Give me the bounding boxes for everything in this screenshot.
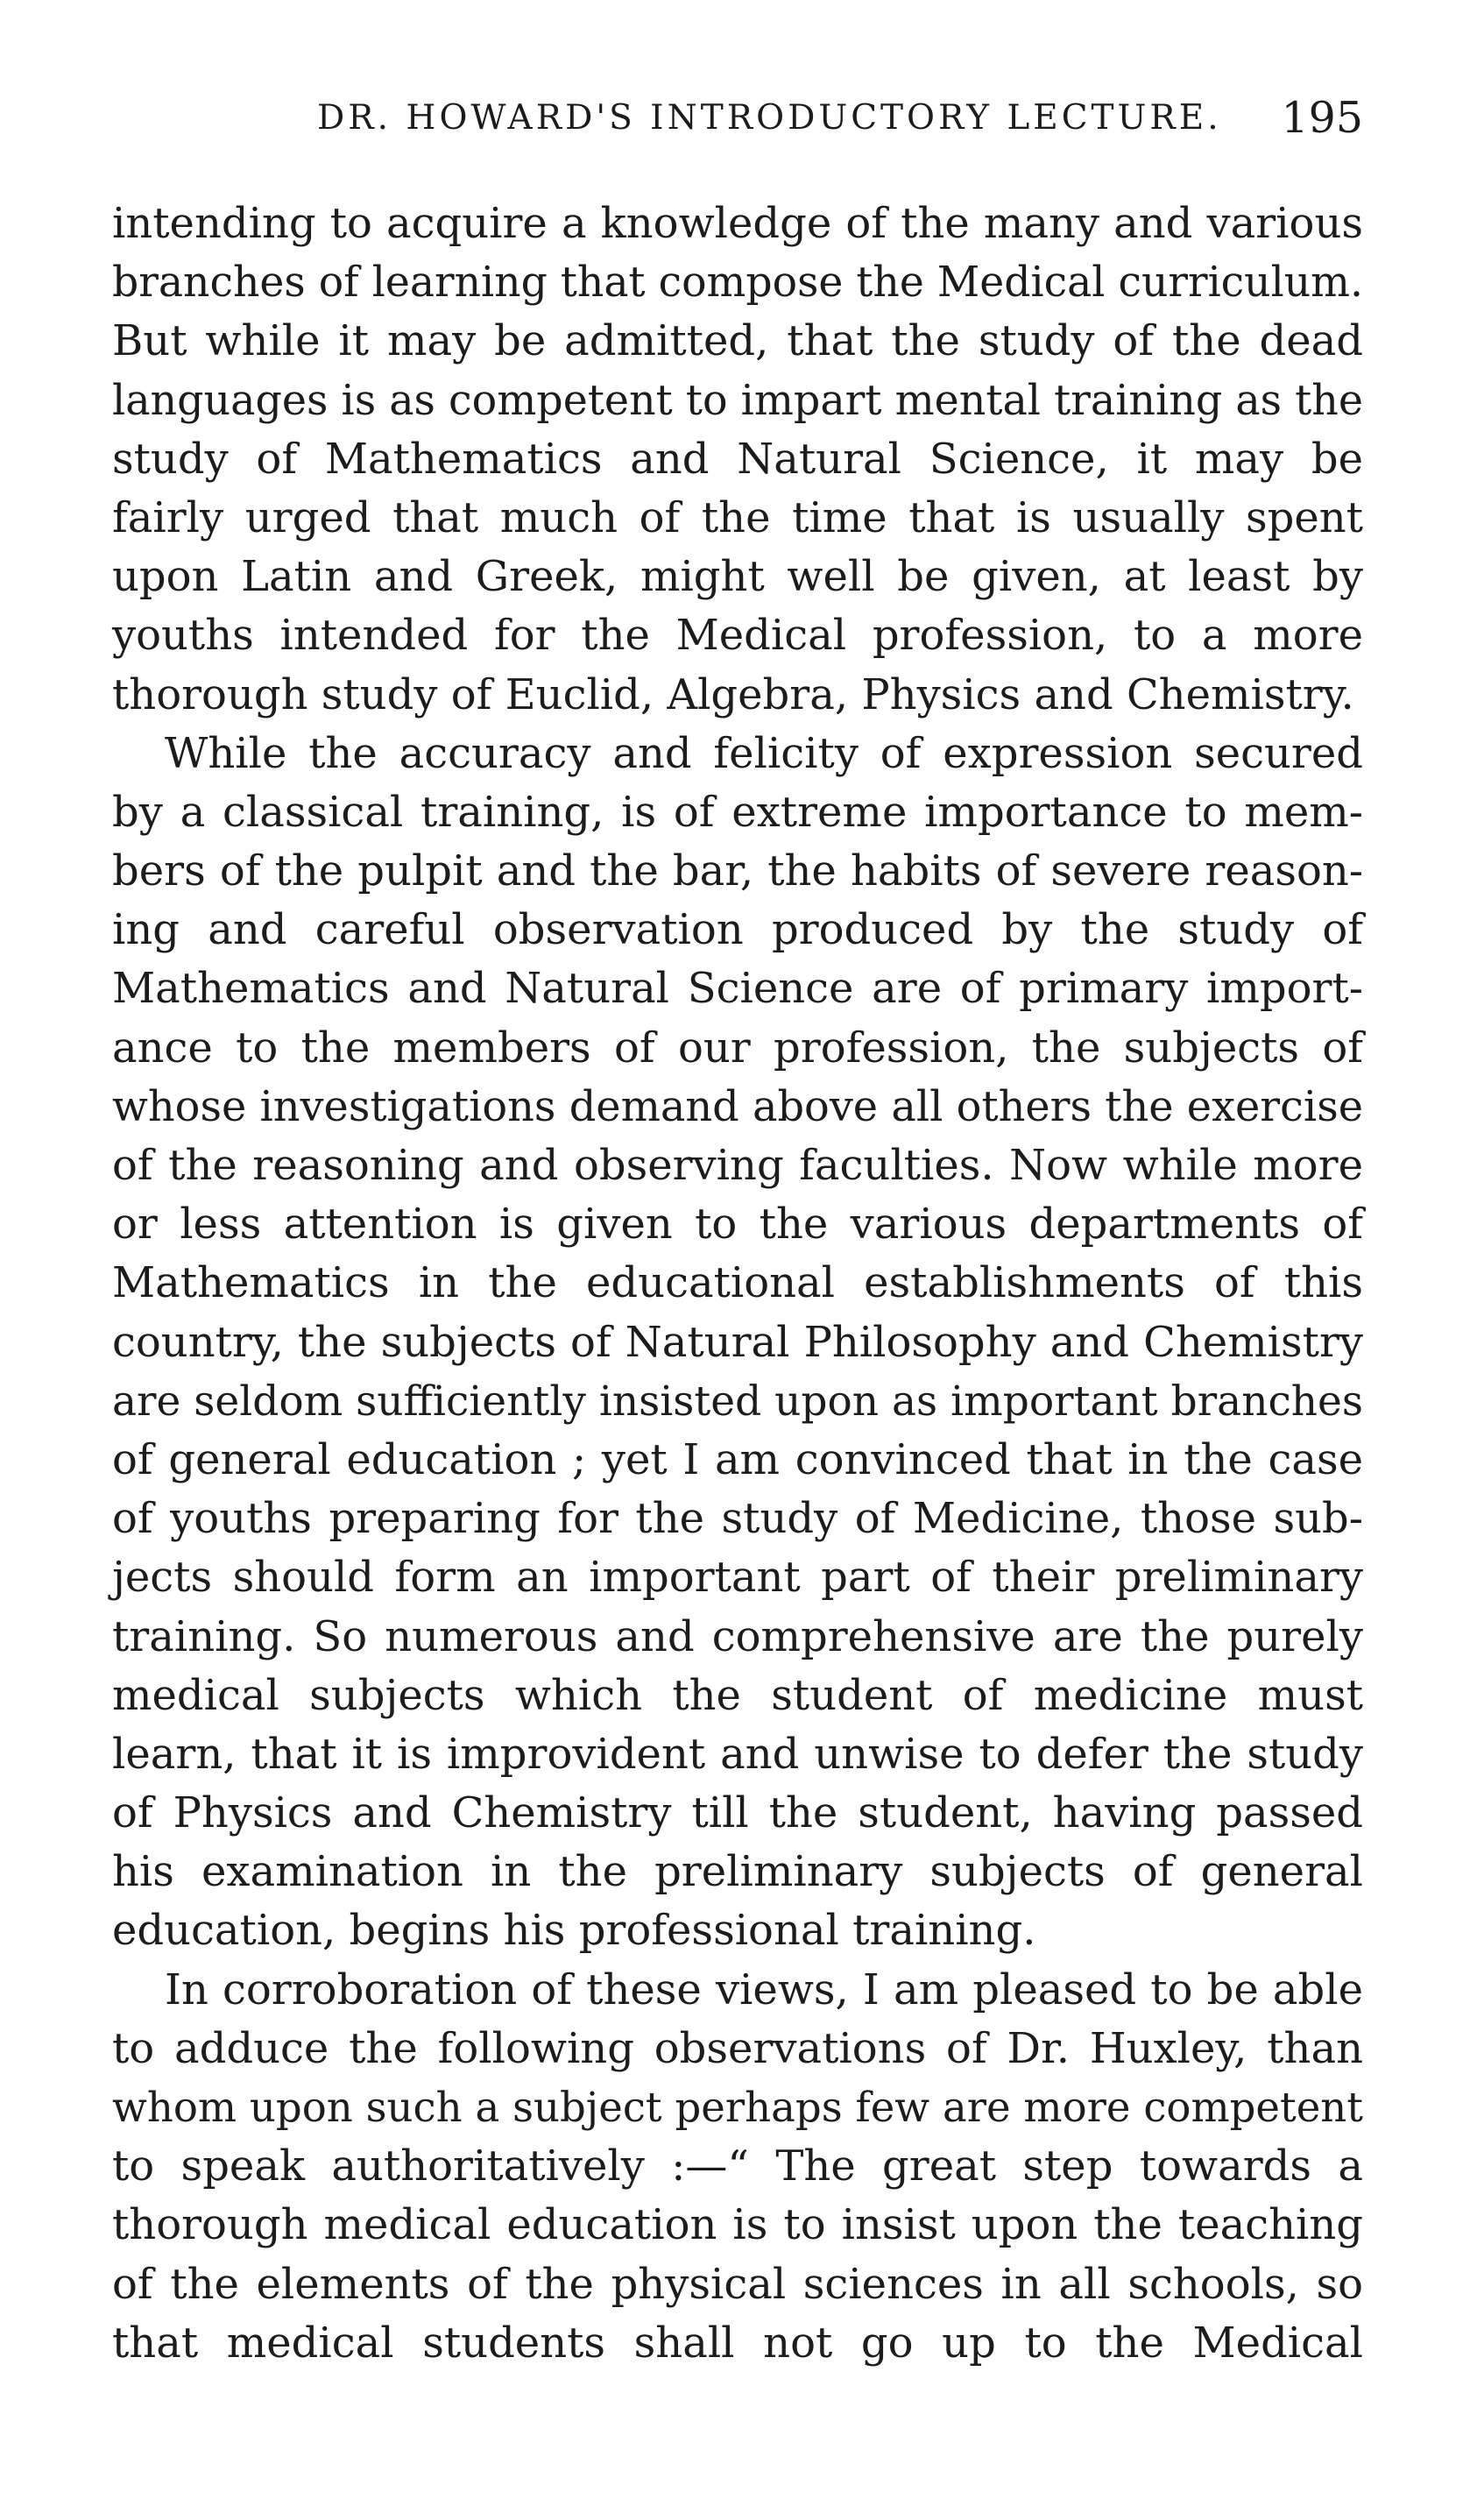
text-line: or less attention is given to the various departments of bbox=[112, 1200, 1363, 1249]
text-line: jects should form an important part of their preliminary bbox=[112, 1553, 1363, 1603]
text-line: of youths preparing for the study of Medicine, those sub- bbox=[112, 1494, 1363, 1544]
paragraph bbox=[112, 1961, 1363, 2373]
text-line: thorough study of Euclid, Algebra, Physics and Chemistry. bbox=[112, 669, 1354, 719]
paragraph bbox=[112, 725, 1363, 1961]
text-line: ing and careful observation produced by the study of bbox=[112, 905, 1363, 955]
text-line: fairly urged that much of the time that is usually spent bbox=[112, 492, 1363, 542]
text-line: medical subjects which the student of medicine must bbox=[112, 1670, 1363, 1720]
text-line: upon Latin and Greek, might well be given, at least by bbox=[112, 552, 1363, 602]
text-line: his examination in the preliminary subjects of general bbox=[112, 1847, 1363, 1897]
text-line: youths intended for the Medical profession, to a more bbox=[112, 611, 1363, 661]
text-line: bers of the pulpit and the bar, the habits of severe reason- bbox=[112, 846, 1363, 896]
text-line: of the elements of the physical sciences in all schools, so bbox=[112, 2259, 1363, 2309]
text-line: But while it may be admitted, that the study of the dead bbox=[112, 316, 1363, 366]
text-line: whose investigations demand above all others the exercise bbox=[112, 1082, 1363, 1131]
text-line: to adduce the following observations of Dr. Huxley, than bbox=[112, 2023, 1363, 2073]
text-line: intending to acquire a knowledge of the many and various bbox=[112, 199, 1363, 248]
text-line: In corroboration of these views, I am pleased to be able bbox=[165, 1964, 1363, 2014]
text-line: thorough medical education is to insist upon the teaching bbox=[112, 2200, 1363, 2250]
text-line: to speak authoritatively :—“ The great step towards a bbox=[112, 2141, 1363, 2191]
running-head bbox=[119, 93, 1363, 151]
text-line: that medical students shall not go up to the Medical bbox=[112, 2318, 1363, 2368]
text-line: Mathematics in the educational establishments of this bbox=[112, 1258, 1363, 1308]
text-line: study of Mathematics and Natural Science, it may be bbox=[112, 434, 1363, 484]
text-line: of Physics and Chemistry till the student, having passed bbox=[112, 1788, 1363, 1838]
text-line: While the accuracy and felicity of expression secured bbox=[165, 728, 1363, 778]
text-line: learn, that it is improvident and unwise to defer the study bbox=[112, 1729, 1363, 1779]
text-line: Mathematics and Natural Science are of primary import- bbox=[112, 964, 1363, 1014]
text-line: branches of learning that compose the Medical curriculum. bbox=[112, 258, 1363, 308]
page-number: 195 bbox=[1281, 93, 1363, 143]
running-head-title: DR. HOWARD'S INTRODUCTORY LECTURE. bbox=[317, 98, 1222, 138]
text-line: whom upon such a subject perhaps few are more competent bbox=[112, 2084, 1363, 2131]
text-line: education, begins his professional training. bbox=[112, 1906, 1036, 1956]
body-text bbox=[112, 195, 1363, 2373]
text-line: country, the subjects of Natural Philosophy and Chemistry bbox=[112, 1317, 1363, 1367]
text-line: training. So numerous and comprehensive are the purely bbox=[112, 1611, 1363, 1661]
text-line: languages is as competent to impart mental training as the bbox=[112, 376, 1363, 425]
text-line: are seldom sufficiently insisted upon as important branches bbox=[112, 1377, 1363, 1426]
text-line: of general education ; yet I am convinced that in the case bbox=[112, 1434, 1363, 1484]
text-line: of the reasoning and observing faculties. Now while more bbox=[112, 1141, 1363, 1190]
text-line: ance to the members of our profession, the subjects of bbox=[112, 1023, 1363, 1072]
text-line: by a classical training, is of extreme importance to mem- bbox=[112, 787, 1363, 837]
paragraph bbox=[112, 195, 1363, 725]
